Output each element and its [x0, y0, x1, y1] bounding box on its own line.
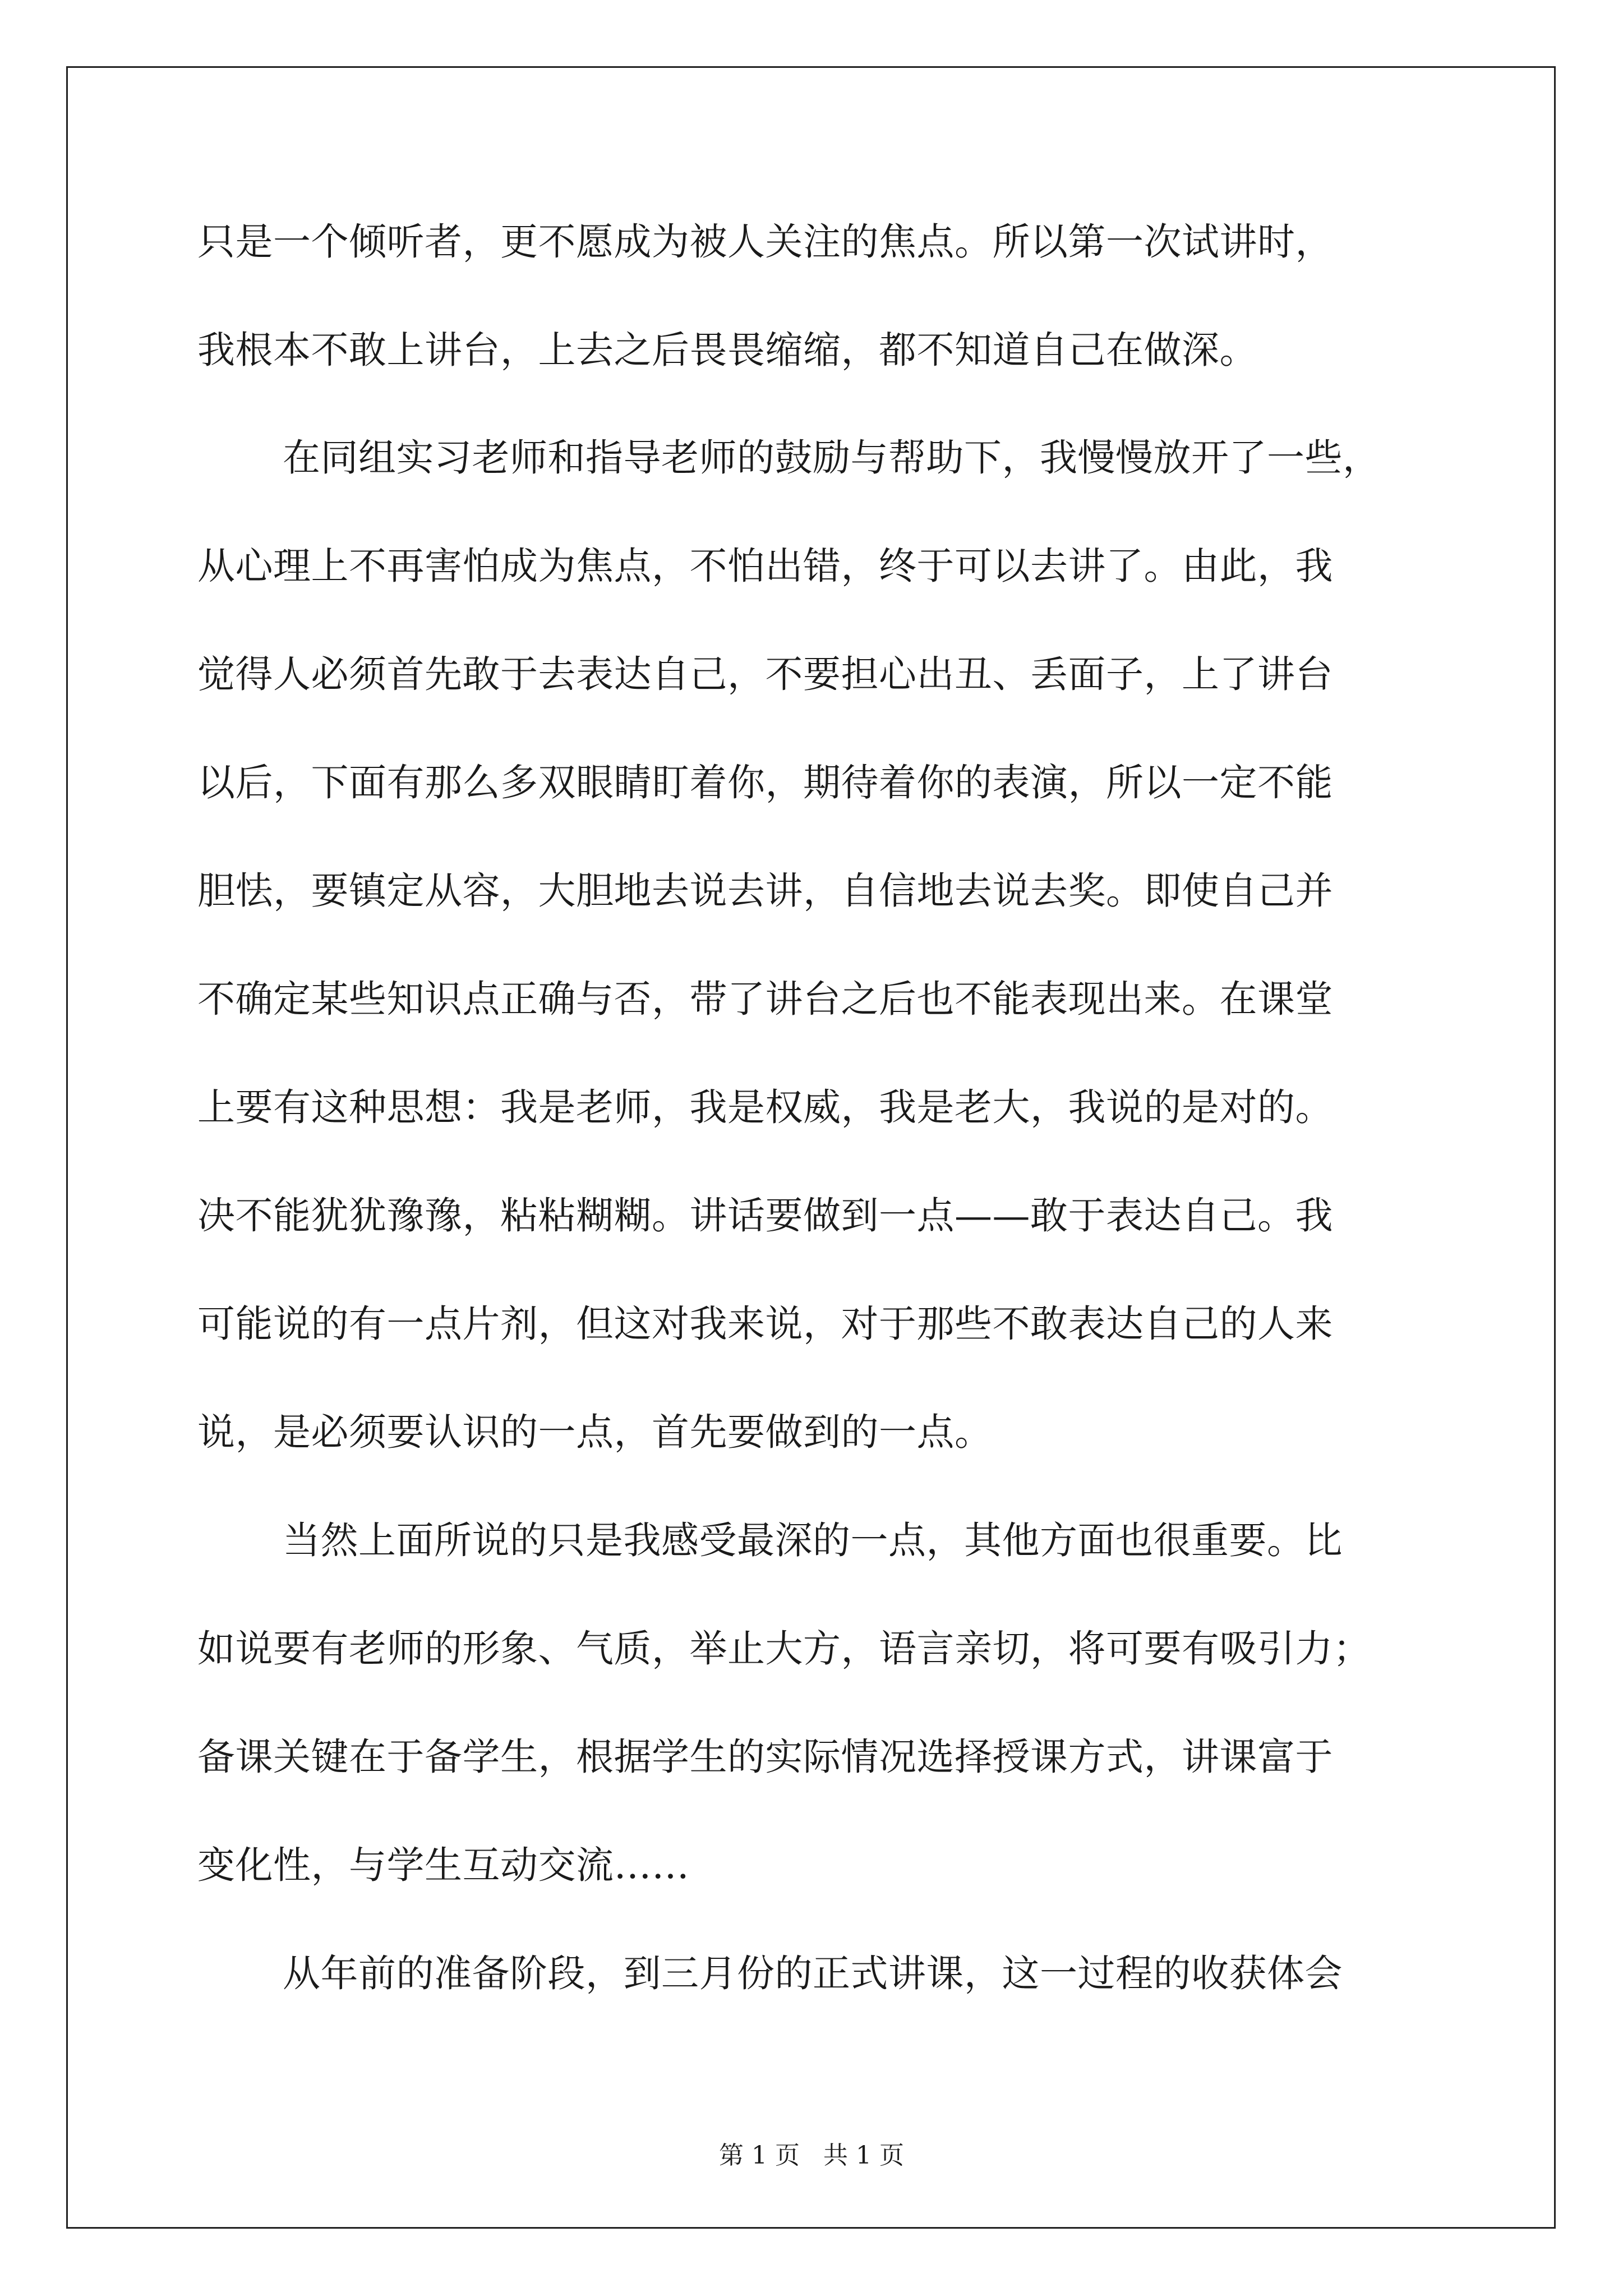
page-border [66, 66, 1556, 2229]
text-line: 从心理上不再害怕成为焦点，不怕出错，终于可以去讲了。由此，我 [197, 544, 1333, 588]
paragraph-start-line: 当然上面所说的只是我感受最深的一点，其他方面也很重要。比 [283, 1519, 1343, 1562]
text-line: 决不能犹犹豫豫，粘粘糊糊。讲话要做到一点——敢于表达自己。我 [197, 1194, 1333, 1237]
text-line: 我根本不敢上讲台，上去之后畏畏缩缩，都不知道自己在做深。 [197, 328, 1257, 372]
text-line: 上要有这种思想：我是老师，我是权威，我是老大，我说的是对的。 [197, 1085, 1333, 1129]
page-footer: 第 1 页 共 1 页 [719, 2141, 904, 2170]
text-line: 只是一个倾听者，更不愿成为被人关注的焦点。所以第一次试讲时， [197, 220, 1333, 264]
text-line: 以后，下面有那么多双眼睛盯着你，期待着你的表演，所以一定不能 [197, 761, 1333, 804]
text-line: 觉得人必须首先敢于去表达自己，不要担心出丑、丢面子，上了讲台 [197, 652, 1333, 696]
text-line: 胆怯，要镇定从容，大胆地去说去讲，自信地去说去奖。即使自己并 [197, 869, 1333, 913]
text-line: 可能说的有一点片剂，但这对我来说，对于那些不敢表达自己的人来 [197, 1302, 1333, 1346]
text-line: 变化性，与学生互动交流…… [197, 1843, 690, 1887]
text-line: 不确定某些知识点正确与否，带了讲台之后也不能表现出来。在课堂 [197, 977, 1333, 1021]
paragraph-start-line: 从年前的准备阶段，到三月份的正式讲课，这一过程的收获体会 [283, 1952, 1343, 1995]
paragraph-start-line: 在同组实习老师和指导老师的鼓励与帮助下，我慢慢放开了一些， [283, 436, 1381, 480]
text-line: 说，是必须要认识的一点，首先要做到的一点。 [197, 1410, 993, 1454]
text-line: 备课关键在于备学生，根据学生的实际情况选择授课方式，讲课富于 [197, 1735, 1333, 1779]
text-line: 如说要有老师的形象、气质，举止大方，语言亲切，将可要有吸引力； [197, 1627, 1371, 1671]
